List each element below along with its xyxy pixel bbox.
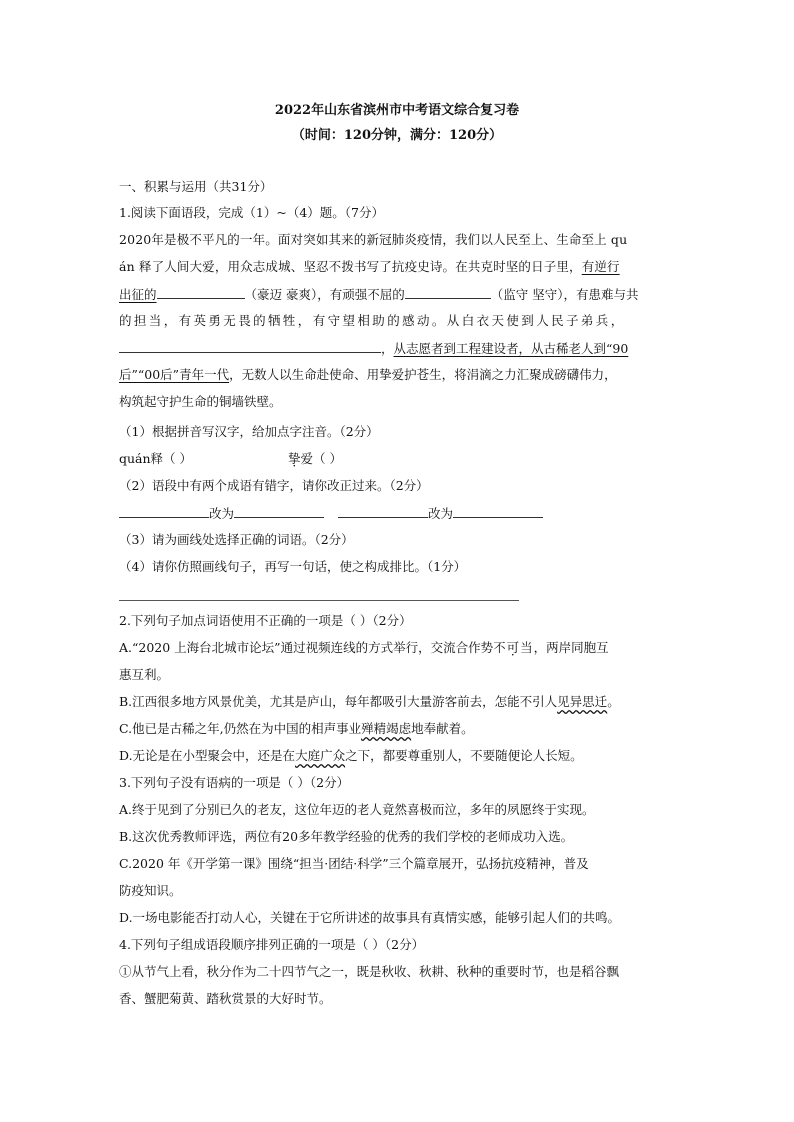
option-d[interactable]: D.无论是在小型聚会中，还是在大庭广众之下，都要尊重别人，不要随便论人长短。 [119,748,583,763]
passage-text: ，无数人以生命赴使命、用挚爱护苍生，将涓滴之力汇聚成磅礴伟力， [229,367,617,382]
sub-question-2: （2）语段中有两个成语有错字，请你改正过来。（2分） [119,478,429,493]
pinyin-item[interactable]: quán释（ ） [119,451,193,466]
dotted-char: 挚 [288,451,301,466]
exam-title: 2022年山东省滨州市中考语文综合复习卷 [274,103,520,118]
option-d[interactable]: D.一场电影能否打动人心，关键在于它所讲述的故事具有真情实感，能够引起人们的共鸣。 [119,910,621,925]
option-c-cont: 防疫知识。 [119,883,182,898]
question-4-stem: 4.下列句子组成语段顺序排列正确的一项是（ ）（2分） [119,937,425,952]
annotate-item[interactable]: 挚爱（ ） [288,451,342,466]
option-b[interactable]: B.这次优秀教师评选，两位有20多年教学经验的优秀的我们学校的老师成功入选。 [119,829,574,844]
answer-blank[interactable] [157,286,245,299]
wrong-char-blank[interactable] [338,505,428,518]
correct-char-blank[interactable] [234,505,324,518]
correction-row: 改为 [119,505,324,522]
dotted-phrase: 不可当 [493,640,534,655]
passage-line [119,340,628,357]
word-options: （监守 坚守） [490,287,564,302]
passage-text: ，有患难与共 [563,287,639,302]
dotted-phrase: 殚精竭虑 [361,721,412,736]
passage-text: án 释了人间大爱，用众志成城、坚忍不拨书写了抗疫史诗。在共克时坚的日子里， [119,259,582,274]
question-3-stem: 3.下列句子没有语病的一项是（ ）（2分） [119,775,350,790]
sub-question-4: （4）请你仿照画线句子，再写一句话，使之构成排比。（1分） [119,559,467,574]
pinyin-answer-row [119,451,192,467]
sub-question-1: （1）根据拼音写汉字，给加点字注音。（2分） [119,424,379,439]
wrong-char-blank[interactable] [119,505,209,518]
underlined-sentence: 后”“00后”青年一代 [119,367,230,382]
sub-question-3: （3）请为画线处选择正确的词语。（2分） [119,532,354,547]
dotted-phrase: 大庭广众 [295,748,346,763]
passage-line [119,259,620,275]
passage-text: ， [381,341,394,356]
correction-row: 改为 [338,505,543,522]
option-a-cont: 惠互利。 [119,667,170,682]
question-2-stem: 2.下列句子加点词语使用不正确的一项是（ ）（2分） [119,613,412,628]
dotted-phrase: 见异思迁 [557,694,608,709]
underlined-sentence: 出征的 [119,287,157,302]
passage-line: 的担当，有英勇无畏的牺牲，有守望相助的感动。从白衣天使到人民子弟兵， [119,313,626,328]
section-heading: 一、积累与运用（共31分） [119,179,273,194]
sentence-1: ①从节气上看，秋分作为二十四节气之一，既是秋收、秋耕、秋种的重要时节，也是稻谷飘 [119,964,620,979]
imitation-blank[interactable] [119,340,381,353]
passage-line [119,286,639,303]
passage-line: 构筑起守护生命的铜墙铁壁。 [119,394,282,409]
question-1-stem: 1.阅读下面语段，完成（1）~（4）题。（7分） [119,205,385,220]
exam-subtitle: （时间：120分钟，满分：120分） [291,128,503,143]
underlined-sentence: 从志愿者到工程建设者，从古稀老人到“90 [393,341,629,356]
sentence-1-cont: 香、蟹肥菊黄、踏秋赏景的大好时节。 [119,991,332,1006]
answer-blank[interactable] [405,286,491,299]
option-c[interactable]: C.他已是古稀之年,仍然在为中国的相声事业殚精竭虑地奉献着。 [119,721,474,736]
option-a[interactable]: A.终于见到了分别已久的老友，这位年迈的老人竟然喜极而泣，多年的夙愿终于实现。 [119,802,595,817]
option-b[interactable]: B.江西很多地方风景优美，尤其是庐山，每年都吸引大量游客前去，怎能不引人见异思迁。 [119,694,620,709]
passage-line: 2020年是极不平凡的一年。面对突如其来的新冠肺炎疫情，我们以人民至上、生命至上 qu [119,232,628,247]
word-options: （豪迈 豪爽） [244,287,318,302]
underlined-sentence: 有逆行 [581,259,620,274]
passage-text: ，有顽强不屈的 [317,287,405,302]
answer-line[interactable] [119,600,519,601]
passage-line [119,367,617,383]
option-c[interactable]: C.2020 年《开学第一课》围绕“担当·团结·科学”三个篇章展开，弘扬抗疫精神，普及 [119,856,589,871]
correct-char-blank[interactable] [453,505,543,518]
option-a[interactable]: A.“2020 上海台北城市论坛”通过视频连线的方式举行，交流合作势不可当，两岸同胞互 [119,640,609,655]
